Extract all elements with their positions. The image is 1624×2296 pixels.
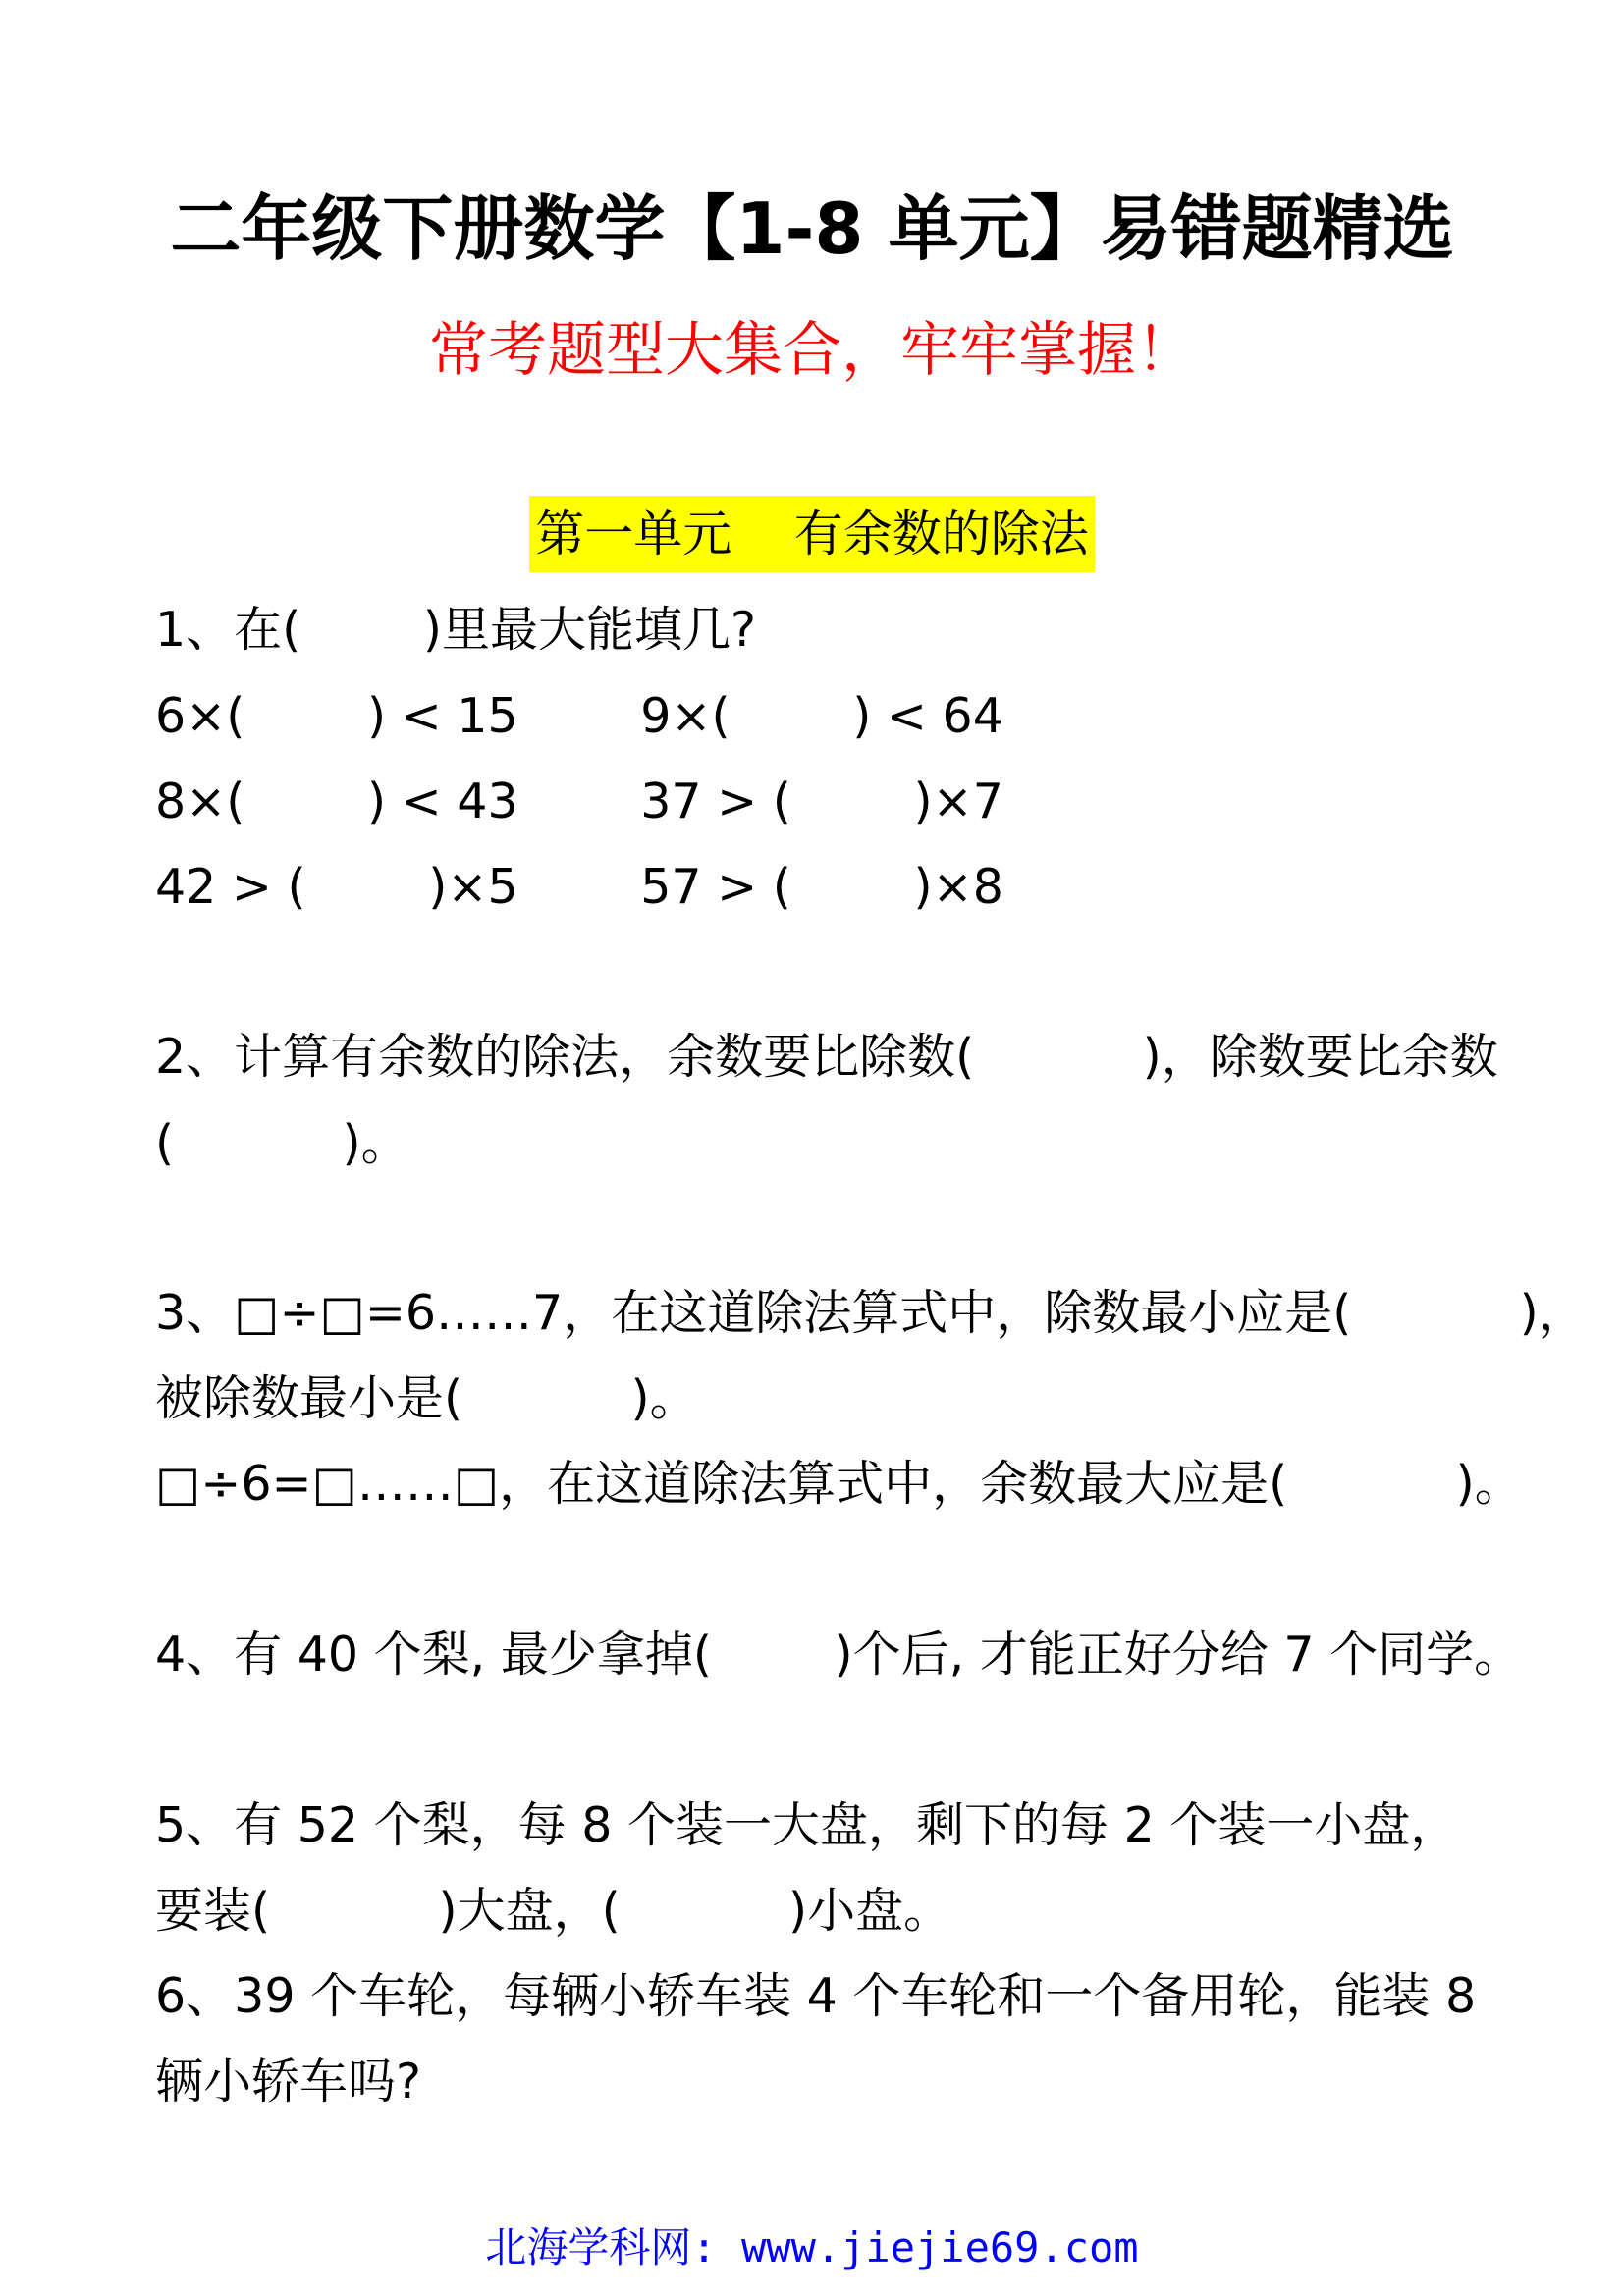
section-heading-wrap xyxy=(0,496,1624,572)
question-1-prompt: 1、在( )里最大能填几? xyxy=(155,602,757,658)
question-2-line-2: ( )。 xyxy=(155,1115,409,1171)
question-3-line-1: 3、□÷□=6……7，在这道除法算式中，除数最小应是( )， xyxy=(155,1285,1587,1341)
question-6-line-2: 辆小轿车吗? xyxy=(155,2054,422,2109)
question-3-line-3: □÷6=□……□，在这道除法算式中，余数最大应是( )。 xyxy=(155,1456,1523,1512)
question-2-line-1: 2、计算有余数的除法，余数要比除数( )，除数要比余数 xyxy=(155,1029,1498,1085)
question-5-line-1: 5、有 52 个梨，每 8 个装一大盘，剩下的每 2 个装一小盘， xyxy=(155,1797,1459,1853)
page-title: 二年级下册数学【1-8 单元】易错题精选 xyxy=(170,187,1454,270)
question-6-line-1: 6、39 个车轮，每辆小轿车装 4 个车轮和一个备用轮，能装 8 xyxy=(155,1968,1477,2024)
question-1-row-2: 8×( ) < 43 37 > ( )×7 xyxy=(155,774,1003,829)
question-4: 4、有 40 个梨, 最少拿掉( )个后, 才能正好分给 7 个同学。 xyxy=(155,1627,1523,1682)
page-subtitle: 常考题型大集合，牢牢掌握！ xyxy=(429,316,1195,385)
question-1-row-3: 42 > ( )×5 57 > ( )×8 xyxy=(155,859,1003,915)
question-3-line-2: 被除数最小是( )。 xyxy=(155,1370,698,1426)
question-1-row-1: 6×( ) < 15 9×( ) < 64 xyxy=(155,688,1003,744)
question-5-line-2: 要装( )大盘，( )小盘。 xyxy=(155,1883,952,1939)
section-heading-unit-1: 第一单元 有余数的除法 xyxy=(529,496,1095,572)
footer-website-link[interactable]: 北海学科网: www.jiejie69.com xyxy=(485,2223,1139,2271)
